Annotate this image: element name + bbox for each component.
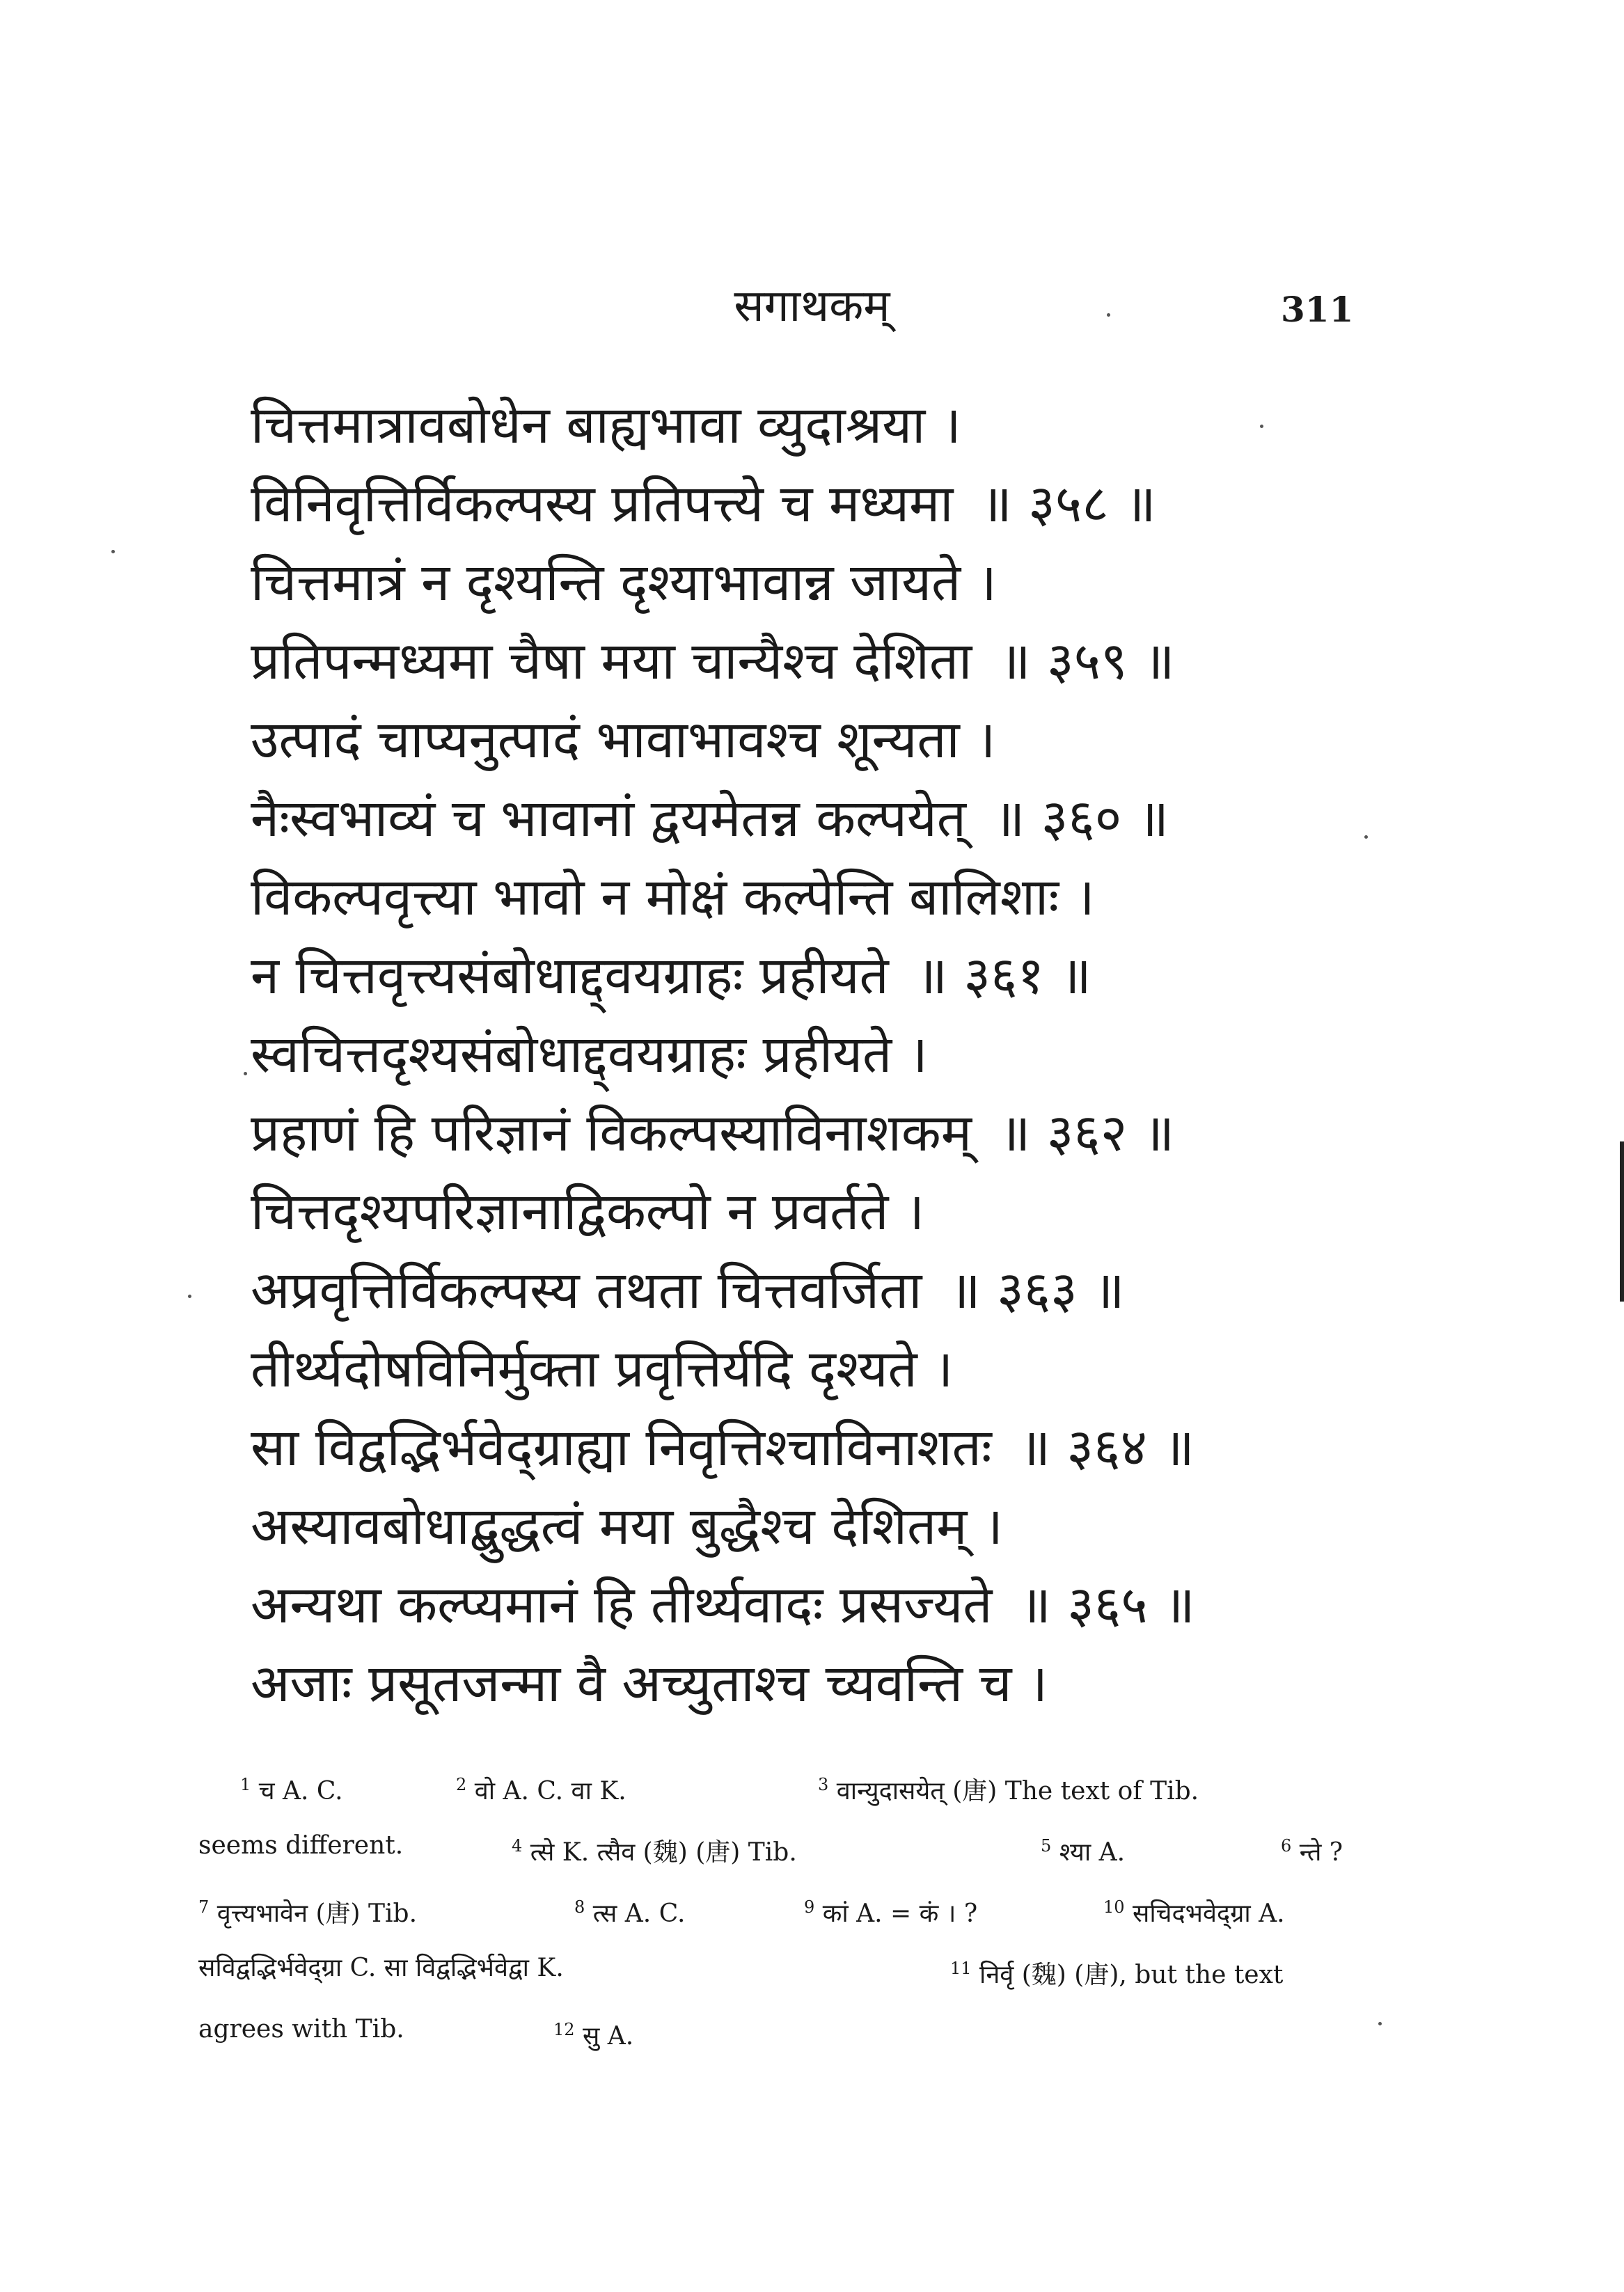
- footnotes: [198, 1754, 1396, 2060]
- verse-line: [251, 1566, 1337, 1645]
- verse-text: अजाः प्रसूतजन्मा वै अच्युताश्च च्यवन्ति च ।: [251, 1654, 1048, 1714]
- footnote-mark: 12: [553, 2020, 575, 2039]
- footnote-mark: 4: [512, 1836, 523, 1856]
- verse-text: चित्तमात्रावबोधेन बाह्यभावा व्युदाश्रया ।: [251, 395, 961, 455]
- footnote: [198, 1815, 403, 1876]
- verse-line: [251, 701, 1337, 780]
- verse-number: ॥ ३६५ ॥: [1020, 1575, 1195, 1635]
- footnote-text: सु A.: [583, 2022, 634, 2050]
- scan-speck: [244, 1072, 247, 1075]
- footnote: [818, 1754, 1199, 1822]
- footnote-text: च A. C.: [258, 1777, 343, 1805]
- footnote-mark: 7: [198, 1897, 210, 1917]
- footnote-text: श्या A.: [1059, 1838, 1126, 1867]
- footnote-mark: 10: [1103, 1897, 1125, 1917]
- footnote-mark: 8: [574, 1897, 585, 1917]
- footnote-text: निर्वृ (魏) (唐), but the text: [979, 1961, 1284, 1989]
- verse-number: ॥ ३५८ ॥: [981, 474, 1156, 534]
- footnote-row: [198, 1815, 1396, 1876]
- footnote: [1103, 1876, 1285, 1945]
- verse-number: ॥ ३६० ॥: [993, 789, 1169, 848]
- footnote-mark: 5: [1041, 1836, 1052, 1856]
- verse-text: अप्रवृत्तिर्विकल्पस्य तथता चित्तवर्जिता: [251, 1260, 922, 1320]
- verse-text: प्रहाणं हि परिज्ञानं विकल्पस्याविनाशकम्: [251, 1103, 972, 1163]
- footnote-text: वो A. C. वा K.: [474, 1777, 626, 1805]
- footnote-mark: 2: [456, 1775, 467, 1794]
- footnote-row: [198, 1754, 1396, 1815]
- footnote: [553, 1999, 633, 2067]
- verse-line: [251, 858, 1337, 937]
- verse-line: [251, 622, 1337, 701]
- footnote-text: त्से K. त्सैव (魏) (唐) Tib.: [530, 1838, 797, 1867]
- footnote-text: वान्युदासयेत् (唐) The text of Tib.: [836, 1777, 1199, 1805]
- verse-text: विनिवृत्तिर्विकल्पस्य प्रतिपत्त्ये च मध्यमा: [251, 474, 954, 534]
- footnote: [456, 1754, 626, 1822]
- scan-speck: [1107, 313, 1110, 317]
- footnote: [574, 1876, 685, 1945]
- scan-speck: [188, 1295, 191, 1298]
- verse-text: विकल्पवृत्त्या भावो न मोक्षं कल्पेन्ति बालिशाः ।: [251, 867, 1095, 927]
- footnote-text: seems different.: [198, 1831, 404, 1860]
- verse-line: [251, 1409, 1337, 1487]
- verse-line: [251, 1487, 1337, 1566]
- footnote: [1041, 1815, 1125, 1883]
- footnote: [198, 1999, 404, 2060]
- footnote: [240, 1754, 343, 1822]
- footnote-text: सचिदभवेद्ग्रा A.: [1133, 1899, 1285, 1928]
- footnote: [198, 1876, 417, 1945]
- footnote-mark: 6: [1281, 1836, 1292, 1856]
- footnote: [198, 1938, 564, 1999]
- verse-block: [251, 386, 1337, 1723]
- verse-text: अन्यथा कल्प्यमानं हि तीर्थ्यवादः प्रसज्यते: [251, 1575, 993, 1635]
- verse-text: न चित्तवृत्त्यसंबोधाद्द्वयग्राहः प्रहीयते: [251, 946, 889, 1006]
- verse-text: चित्तदृश्यपरिज्ञानाद्विकल्पो न प्रवर्तते ।: [251, 1182, 925, 1242]
- footnote-text: न्ते ?: [1299, 1838, 1343, 1867]
- verse-line: [251, 780, 1337, 858]
- verse-number: ॥ ३६२ ॥: [999, 1103, 1175, 1163]
- verse-number: ॥ ३६४ ॥: [1019, 1418, 1195, 1478]
- verse-line: [251, 1251, 1337, 1330]
- footnote-mark: 1: [240, 1775, 251, 1794]
- verse-line: [251, 386, 1337, 465]
- verse-text: सा विद्वद्भिर्भवेद्ग्राह्या निवृत्तिश्चाविनाशतः: [251, 1418, 992, 1478]
- footnote: [950, 1938, 1283, 2006]
- verse-line: [251, 465, 1337, 544]
- verse-line: [251, 544, 1337, 622]
- verse-text: चित्तमात्रं न दृश्यन्ति दृश्याभावान्न जायते ।: [251, 553, 997, 612]
- footnote-text: agrees with Tib.: [198, 2015, 404, 2044]
- verse-line: [251, 1015, 1337, 1094]
- verse-number: ॥ ३५९ ॥: [1000, 631, 1175, 691]
- footnote-mark: 11: [950, 1959, 972, 1978]
- verse-number: ॥ ३६१ ॥: [916, 946, 1091, 1006]
- verse-line: [251, 1173, 1337, 1251]
- page-number: 311: [1281, 289, 1354, 330]
- verse-text: अस्यावबोधाद्बुद्धत्वं मया बुद्धैश्च देशितम् ।: [251, 1496, 1003, 1556]
- footnote-text: सविद्वद्भिर्भवेद्ग्रा C. सा विद्वद्भिर्भवेद्वा K.: [198, 1954, 564, 1982]
- footnote-text: कां A. = कं । ?: [822, 1899, 978, 1928]
- scan-speck: [1378, 2022, 1382, 2025]
- scan-edge-mark: [1620, 1141, 1624, 1302]
- verse-text: स्वचित्तदृश्यसंबोधाद्द्वयग्राहः प्रहीयते ।: [251, 1025, 928, 1084]
- page-title: सगाथकम्: [734, 280, 890, 332]
- footnote: [804, 1876, 977, 1945]
- footnote-mark: 9: [804, 1897, 815, 1917]
- verse-text: उत्पादं चाप्यनुत्पादं भावाभावश्च शून्यता ।: [251, 710, 996, 770]
- verse-number: ॥ ३६३ ॥: [949, 1260, 1125, 1320]
- verse-line: [251, 1330, 1337, 1409]
- scan-speck: [1260, 425, 1263, 428]
- verse-text: तीर्थ्यदोषविनिर्मुक्ता प्रवृत्तिर्यदि दृश्यते ।: [251, 1339, 954, 1399]
- scan-speck: [111, 550, 115, 553]
- footnote-text: त्स A. C.: [592, 1899, 686, 1928]
- footnote-row: [198, 1876, 1396, 1938]
- scan-speck: [1364, 835, 1368, 839]
- footnote-mark: 3: [818, 1775, 829, 1794]
- verse-line: [251, 1645, 1337, 1723]
- footnote-text: वृत्त्यभावेन (唐) Tib.: [216, 1899, 418, 1928]
- verse-text: नैःस्वभाव्यं च भावानां द्वयमेतन्न कल्पयेत्: [251, 789, 966, 848]
- verse-text: प्रतिपन्मध्यमा चैषा मया चान्यैश्च देशिता: [251, 631, 972, 691]
- footnote-row: [198, 1999, 1396, 2060]
- verse-line: [251, 937, 1337, 1015]
- verse-line: [251, 1094, 1337, 1173]
- footnote: [512, 1815, 797, 1883]
- footnote: [1281, 1815, 1343, 1883]
- footnote-row: [198, 1938, 1396, 1999]
